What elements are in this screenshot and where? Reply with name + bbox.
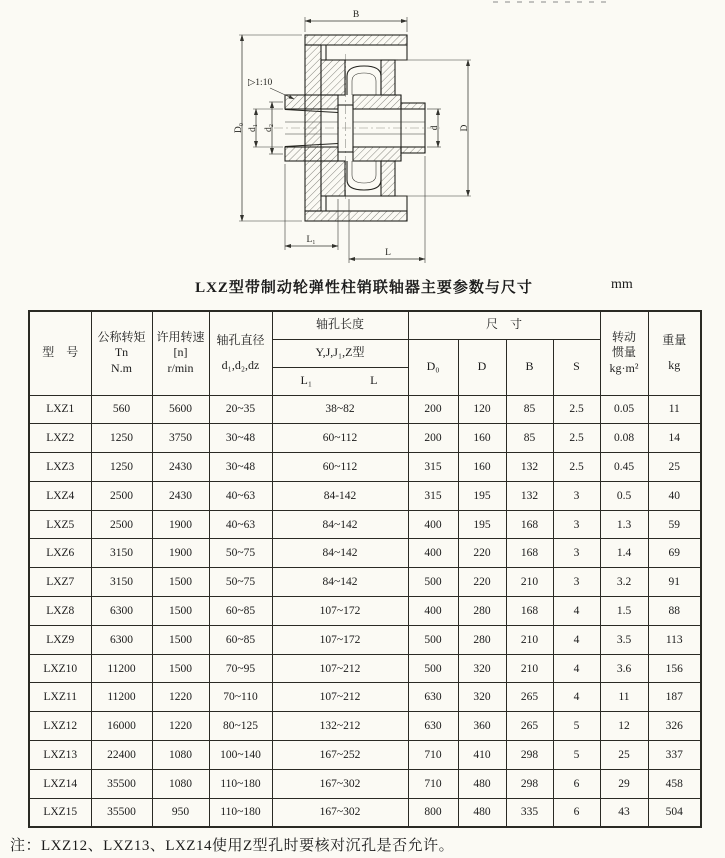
value-cell: 88 [648, 597, 701, 626]
value-cell: 0.45 [600, 453, 648, 482]
model-cell: LXZ7 [29, 568, 91, 597]
value-cell: 210 [506, 568, 553, 597]
value-cell: 107~172 [272, 625, 408, 654]
torque-label-line2: N.m [111, 361, 132, 376]
value-cell: 5 [553, 712, 600, 741]
value-cell: 360 [458, 712, 506, 741]
model-cell: LXZ9 [29, 625, 91, 654]
value-cell: 2.5 [553, 453, 600, 482]
table-body [29, 395, 701, 827]
value-cell: 6 [553, 798, 600, 827]
dim-d1-label: d₁ [248, 123, 258, 133]
page-title: LXZ型带制动轮弹性柱销联轴器主要参数与尺寸 [195, 280, 533, 296]
value-cell: 60~112 [272, 424, 408, 453]
value-cell: 210 [506, 654, 553, 683]
value-cell: 4 [553, 597, 600, 626]
brake-wheel-top-band [305, 35, 407, 45]
taper-note: ▷1:10 [248, 78, 273, 88]
l1-sublabel: L₁ [300, 373, 312, 388]
value-cell: 2.5 [553, 395, 600, 424]
col-header-bore [209, 311, 272, 395]
dim-b-label: B [352, 10, 360, 20]
value-cell: 59 [648, 510, 701, 539]
col-header-d0: D₀ [408, 339, 458, 395]
model-cell: LXZ12 [29, 712, 91, 741]
value-cell: 70~110 [209, 683, 272, 712]
value-cell: 84~142 [272, 539, 408, 568]
value-cell: 168 [506, 597, 553, 626]
left-flange-lower [321, 161, 345, 196]
table-row [29, 395, 701, 424]
value-cell: 200 [408, 395, 458, 424]
brake-wheel-bottom-band [305, 211, 407, 221]
brake-wheel-web [305, 45, 321, 211]
col-header-weight [648, 311, 701, 395]
value-cell: 3750 [152, 424, 209, 453]
value-cell: 265 [506, 683, 553, 712]
table-row [29, 568, 701, 597]
table-row [29, 769, 701, 798]
table-row [29, 712, 701, 741]
model-cell: LXZ14 [29, 769, 91, 798]
value-cell: 3.6 [600, 654, 648, 683]
value-cell: 167~252 [272, 741, 408, 770]
value-cell: 132 [506, 481, 553, 510]
value-cell: 156 [648, 654, 701, 683]
value-cell: 1500 [152, 597, 209, 626]
value-cell: 1220 [152, 683, 209, 712]
value-cell: 320 [458, 683, 506, 712]
value-cell: 5 [553, 741, 600, 770]
value-cell: 11 [648, 395, 701, 424]
left-flange-upper [321, 60, 345, 95]
value-cell: 1.5 [600, 597, 648, 626]
value-cell: 4 [553, 654, 600, 683]
value-cell: 400 [408, 597, 458, 626]
torque-label-line1: 公称转矩Tn [97, 329, 146, 360]
value-cell: 120 [458, 395, 506, 424]
right-flange-lower [353, 147, 401, 161]
value-cell: 298 [506, 741, 553, 770]
value-cell: 2.5 [553, 424, 600, 453]
right-hub-lower [401, 147, 425, 153]
value-cell: 11200 [91, 683, 152, 712]
model-cell: LXZ1 [29, 395, 91, 424]
value-cell: 800 [408, 798, 458, 827]
value-cell: 210 [506, 625, 553, 654]
table-row [29, 539, 701, 568]
value-cell: 110~180 [209, 798, 272, 827]
value-cell: 4 [553, 625, 600, 654]
value-cell: 6 [553, 769, 600, 798]
value-cell: 630 [408, 712, 458, 741]
value-cell: 22400 [91, 741, 152, 770]
model-cell: LXZ10 [29, 654, 91, 683]
value-cell: 132~212 [272, 712, 408, 741]
cropped-text-remnant [493, 1, 611, 3]
model-cell: LXZ4 [29, 481, 91, 510]
footnote: 注：LXZ12、LXZ13、LXZ14使用Z型孔时要核对沉孔是否允许。 [10, 838, 455, 854]
model-cell: LXZ13 [29, 741, 91, 770]
value-cell: 2430 [152, 453, 209, 482]
value-cell: 40~63 [209, 510, 272, 539]
value-cell: 168 [506, 510, 553, 539]
value-cell: 35500 [91, 769, 152, 798]
value-cell: 14 [648, 424, 701, 453]
speed-label-line3: r/min [167, 361, 194, 376]
value-cell: 30~48 [209, 424, 272, 453]
value-cell: 320 [458, 654, 506, 683]
speed-label-line1: 许用转速 [156, 329, 205, 344]
left-hub-upper [285, 95, 338, 109]
model-cell: LXZ6 [29, 539, 91, 568]
value-cell: 500 [408, 568, 458, 597]
table-row [29, 597, 701, 626]
value-cell: 25 [648, 453, 701, 482]
value-cell: 3 [553, 481, 600, 510]
value-cell: 710 [408, 769, 458, 798]
value-cell: 110~180 [209, 769, 272, 798]
value-cell: 20~35 [209, 395, 272, 424]
model-cell: LXZ5 [29, 510, 91, 539]
value-cell: 60~85 [209, 597, 272, 626]
value-cell: 91 [648, 568, 701, 597]
l-sublabel: L [370, 373, 378, 388]
value-cell: 298 [506, 769, 553, 798]
value-cell: 3 [553, 510, 600, 539]
value-cell: 3 [553, 568, 600, 597]
bore-label-line1: 轴孔直径 [216, 333, 265, 348]
value-cell: 950 [152, 798, 209, 827]
col-header-s: S [553, 339, 600, 395]
value-cell: 220 [458, 568, 506, 597]
table-row [29, 683, 701, 712]
value-cell: 107~212 [272, 654, 408, 683]
value-cell: 1080 [152, 769, 209, 798]
value-cell: 480 [458, 798, 506, 827]
dim-l1-label: L₁ [306, 235, 316, 245]
value-cell: 200 [408, 424, 458, 453]
value-cell: 500 [408, 654, 458, 683]
table-row [29, 654, 701, 683]
coupling-drawing-svg [228, 2, 498, 274]
value-cell: 132 [506, 453, 553, 482]
value-cell: 6300 [91, 625, 152, 654]
right-flange-upper [353, 95, 401, 109]
table-row [29, 510, 701, 539]
value-cell: 710 [408, 741, 458, 770]
value-cell: 0.05 [600, 395, 648, 424]
value-cell: 12 [600, 712, 648, 741]
left-hub-lower [285, 147, 338, 161]
value-cell: 315 [408, 453, 458, 482]
value-cell: 3 [553, 539, 600, 568]
value-cell: 60~85 [209, 625, 272, 654]
value-cell: 4 [553, 683, 600, 712]
value-cell: 1500 [152, 654, 209, 683]
dim-d2-label: d₂ [264, 123, 274, 133]
value-cell: 84-142 [272, 481, 408, 510]
model-cell: LXZ2 [29, 424, 91, 453]
col-header-length-group: 轴孔长度 [272, 311, 408, 339]
table-row [29, 453, 701, 482]
bore-label-line2: d₁,d₂,dz [221, 357, 260, 372]
value-cell: 1080 [152, 741, 209, 770]
model-cell: LXZ8 [29, 597, 91, 626]
col-header-d: D [458, 339, 506, 395]
weight-label-line2: kg [668, 357, 681, 372]
value-cell: 60~112 [272, 453, 408, 482]
value-cell: 0.08 [600, 424, 648, 453]
value-cell: 195 [458, 510, 506, 539]
value-cell: 1.4 [600, 539, 648, 568]
value-cell: 40 [648, 481, 701, 510]
value-cell: 1250 [91, 453, 152, 482]
table-row [29, 424, 701, 453]
coupling-drawing [228, 2, 498, 274]
value-cell: 160 [458, 453, 506, 482]
table-row [29, 798, 701, 827]
col-header-torque [91, 311, 152, 395]
dim-big-d-label: D [460, 124, 470, 132]
value-cell: 335 [506, 798, 553, 827]
value-cell: 35500 [91, 798, 152, 827]
value-cell: 560 [91, 395, 152, 424]
inertia-label-line2: 惯量 [612, 345, 637, 360]
value-cell: 70~95 [209, 654, 272, 683]
inertia-label-line3: kg·m² [609, 361, 639, 376]
value-cell: 11200 [91, 654, 152, 683]
spec-table [28, 310, 702, 828]
value-cell: 2430 [152, 481, 209, 510]
model-cell: LXZ11 [29, 683, 91, 712]
unit-label: mm [611, 277, 633, 292]
value-cell: 0.5 [600, 481, 648, 510]
value-cell: 113 [648, 625, 701, 654]
value-cell: 69 [648, 539, 701, 568]
value-cell: 280 [458, 597, 506, 626]
value-cell: 168 [506, 539, 553, 568]
value-cell: 100~140 [209, 741, 272, 770]
value-cell: 400 [408, 539, 458, 568]
value-cell: 3.5 [600, 625, 648, 654]
value-cell: 458 [648, 769, 701, 798]
inertia-label-line1: 转动 [612, 329, 637, 344]
dim-d-label: d [430, 125, 440, 131]
col-header-length-types: Y,J,J₁,Z型 [272, 339, 408, 367]
value-cell: 265 [506, 712, 553, 741]
col-header-model: 型 号 [29, 311, 91, 395]
value-cell: 1500 [152, 568, 209, 597]
weight-label-line1: 重量 [662, 333, 687, 348]
dim-l-label: L [385, 248, 391, 258]
value-cell: 410 [458, 741, 506, 770]
value-cell: 220 [458, 539, 506, 568]
value-cell: 80~125 [209, 712, 272, 741]
col-header-b: B [506, 339, 553, 395]
value-cell: 1500 [152, 625, 209, 654]
value-cell: 107~212 [272, 683, 408, 712]
table-row [29, 625, 701, 654]
table-row [29, 741, 701, 770]
value-cell: 280 [458, 625, 506, 654]
value-cell: 30~48 [209, 453, 272, 482]
value-cell: 25 [600, 741, 648, 770]
value-cell: 84~142 [272, 568, 408, 597]
value-cell: 85 [506, 395, 553, 424]
right-hub-upper [401, 103, 425, 109]
value-cell: 195 [458, 481, 506, 510]
col-header-inertia [600, 311, 648, 395]
value-cell: 1220 [152, 712, 209, 741]
value-cell: 326 [648, 712, 701, 741]
value-cell: 6300 [91, 597, 152, 626]
col-header-dims-group: 尺 寸 [408, 311, 600, 339]
value-cell: 1250 [91, 424, 152, 453]
value-cell: 2500 [91, 481, 152, 510]
value-cell: 480 [458, 769, 506, 798]
dim-d0-label: D₀ [234, 122, 244, 134]
value-cell: 3150 [91, 568, 152, 597]
value-cell: 50~75 [209, 539, 272, 568]
value-cell: 337 [648, 741, 701, 770]
value-cell: 50~75 [209, 568, 272, 597]
value-cell: 315 [408, 481, 458, 510]
table-row [29, 481, 701, 510]
value-cell: 504 [648, 798, 701, 827]
value-cell: 1900 [152, 510, 209, 539]
value-cell: 400 [408, 510, 458, 539]
value-cell: 187 [648, 683, 701, 712]
value-cell: 11 [600, 683, 648, 712]
value-cell: 167~302 [272, 769, 408, 798]
speed-label-line2: [n] [173, 345, 188, 360]
model-cell: LXZ3 [29, 453, 91, 482]
value-cell: 2500 [91, 510, 152, 539]
value-cell: 43 [600, 798, 648, 827]
value-cell: 1.3 [600, 510, 648, 539]
value-cell: 160 [458, 424, 506, 453]
model-cell: LXZ15 [29, 798, 91, 827]
value-cell: 5600 [152, 395, 209, 424]
value-cell: 500 [408, 625, 458, 654]
value-cell: 40~63 [209, 481, 272, 510]
value-cell: 85 [506, 424, 553, 453]
value-cell: 38~82 [272, 395, 408, 424]
value-cell: 16000 [91, 712, 152, 741]
value-cell: 107~172 [272, 597, 408, 626]
value-cell: 3150 [91, 539, 152, 568]
value-cell: 1900 [152, 539, 209, 568]
value-cell: 84~142 [272, 510, 408, 539]
value-cell: 3.2 [600, 568, 648, 597]
value-cell: 29 [600, 769, 648, 798]
value-cell: 630 [408, 683, 458, 712]
value-cell: 167~302 [272, 798, 408, 827]
col-header-l1-l [272, 367, 408, 395]
col-header-speed [152, 311, 209, 395]
